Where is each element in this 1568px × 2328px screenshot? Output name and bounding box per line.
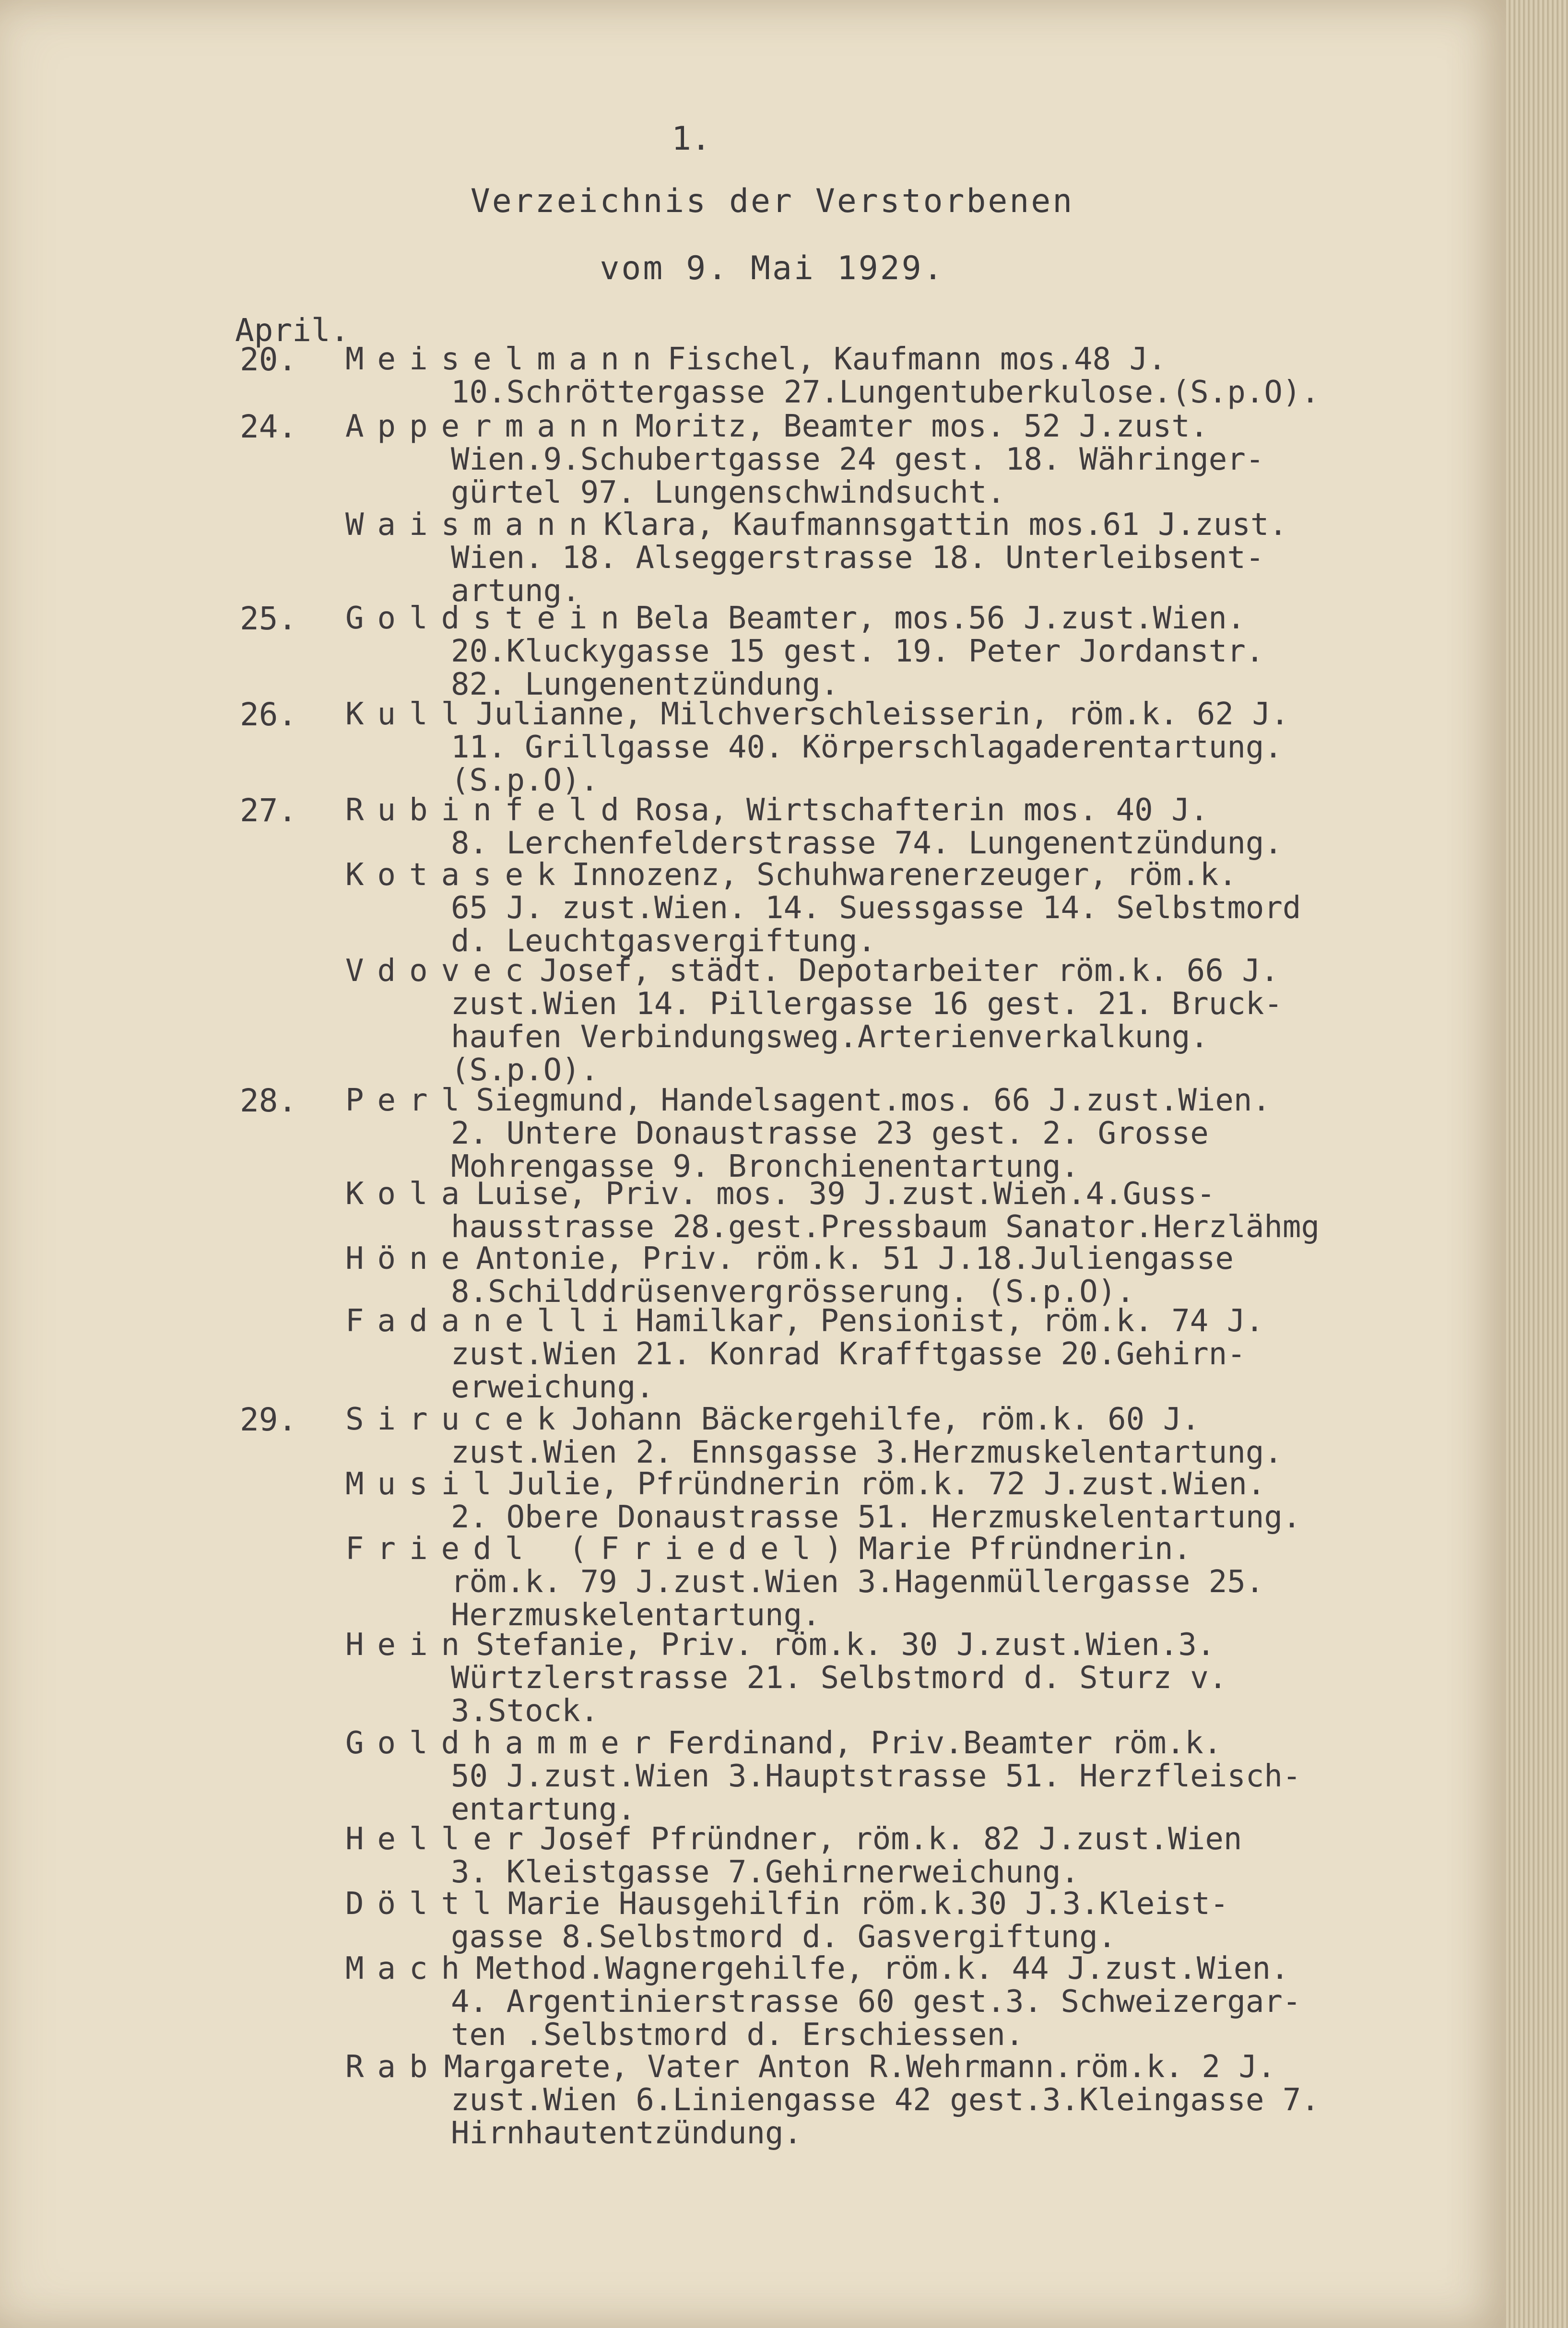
entry-name: Hein xyxy=(345,1629,473,1662)
entry-name: Friedl (Friedel) xyxy=(345,1533,856,1566)
entry-details: zust.Wien 21. Konrad Krafftgasse 20.Gehirn- erweichung. xyxy=(451,1336,1246,1405)
entry-name: Höne xyxy=(345,1242,473,1276)
entry-first-line: Marie Hausgehilfin röm.k.30 J.3.Kleist- xyxy=(507,1888,1229,1921)
entry-day: 25. xyxy=(240,600,297,637)
entry-name: Appermann xyxy=(345,410,633,443)
entry-name: Meiselmann xyxy=(345,343,665,376)
entry-day: 20. xyxy=(240,341,297,378)
entry-name: Rab xyxy=(345,2051,441,2084)
entry-name: Fadanelli xyxy=(345,1305,633,1338)
entry-name: Mach xyxy=(345,1952,473,1985)
entry-first-line: Moritz, Beamter mos. 52 J.zust. xyxy=(635,410,1209,443)
entry-day: 24. xyxy=(240,408,297,445)
entry-details: 20.Kluckygasse 15 gest. 19. Peter Jordanstr. 82. Lungenentzündung. xyxy=(451,634,1264,702)
entry-details: zust.Wien 14. Pillergasse 16 gest. 21. Bruck- haufen Verbindungsweg.Arterienverkalkung. (S.p.O). xyxy=(451,986,1283,1088)
entry-first-line: Klara, Kaufmannsgattin mos.61 J.zust. xyxy=(603,508,1287,542)
entry-details: 50 J.zust.Wien 3.Hauptstrasse 51. Herzfleisch- entartung. xyxy=(451,1759,1301,1827)
entry-name: Sirucek xyxy=(345,1403,569,1436)
entry-day: 29. xyxy=(240,1401,297,1438)
page-edges xyxy=(1506,0,1568,2328)
entry-first-line: Hamilkar, Pensionist, röm.k. 74 J. xyxy=(635,1305,1264,1338)
entry-details: 2. Untere Donaustrasse 23 gest. 2. Grosse Mohrengasse 9. Bronchienentartung. xyxy=(451,1116,1209,1184)
entry-details: 11. Grillgasse 40. Körperschlagaderentartung. (S.p.O). xyxy=(451,730,1283,798)
entry-details: röm.k. 79 J.zust.Wien 3.Hagenmüllergasse 25. Herzmuskelentartung. xyxy=(451,1564,1264,1633)
entry-first-line: Siegmund, Handelsagent.mos. 66 J.zust.Wien. xyxy=(476,1084,1271,1117)
entry-first-line: Julie, Pfründnerin röm.k. 72 J.zust.Wien. xyxy=(507,1468,1266,1501)
entry-details: Würtzlerstrasse 21. Selbstmord d. Sturz v. 3.Stock. xyxy=(451,1660,1227,1729)
entry-first-line: Stefanie, Priv. röm.k. 30 J.zust.Wien.3. xyxy=(476,1629,1215,1662)
entry-details: 8. Lerchenfelderstrasse 74. Lungenentzündung. xyxy=(451,826,1283,861)
entry-name: Vdovec xyxy=(345,955,537,988)
entry-day: 26. xyxy=(240,696,297,733)
entry-first-line: Julianne, Milchverschleisserin, röm.k. 62 J. xyxy=(476,698,1289,731)
entry-details: Wien.9.Schubertgasse 24 gest. 18. Währinger- gürtel 97. Lungenschwindsucht. xyxy=(451,442,1264,510)
entry-first-line: Method.Wagnergehilfe, röm.k. 44 J.zust.Wien. xyxy=(476,1952,1289,1985)
entry-first-line: Ferdinand, Priv.Beamter röm.k. xyxy=(667,1727,1222,1760)
entry-details: Wien. 18. Alseggerstrasse 18. Unterleibsent- artung. xyxy=(451,540,1264,609)
page-number: 1. xyxy=(672,120,711,158)
entry-details: 2. Obere Donaustrasse 51. Herzmuskelentartung. xyxy=(451,1500,1301,1535)
entry-first-line: Luise, Priv. mos. 39 J.zust.Wien.4.Guss- xyxy=(476,1178,1215,1211)
entry-first-line: Innozenz, Schuhwarenerzeuger, röm.k. xyxy=(571,859,1237,892)
document-title: Verzeichnis der Verstorbenen xyxy=(470,182,1074,220)
entry-first-line: Josef, städt. Depotarbeiter röm.k. 66 J. xyxy=(540,955,1279,988)
entry-name: Kull xyxy=(345,698,473,731)
document-subtitle: vom 9. Mai 1929. xyxy=(600,249,945,287)
entry-details: 3. Kleistgasse 7.Gehirnerweichung. xyxy=(451,1855,1080,1890)
entry-details: 65 J. zust.Wien. 14. Suessgasse 14. Selbstmord d. Leuchtgasvergiftung. xyxy=(451,890,1301,959)
entry-first-line: Fischel, Kaufmann mos.48 J. xyxy=(667,343,1167,376)
entry-name: Kola xyxy=(345,1178,473,1211)
entry-first-line: Rosa, Wirtschafterin mos. 40 J. xyxy=(635,794,1209,827)
entry-details: 10.Schröttergasse 27.Lungentuberkulose.(S.p.O). xyxy=(451,375,1320,410)
entry-name: Rubinfeld xyxy=(345,794,633,827)
entry-day: 28. xyxy=(240,1082,297,1119)
entry-first-line: Antonie, Priv. röm.k. 51 J.18.Juliengasse xyxy=(476,1242,1234,1276)
entry-details: hausstrasse 28.gest.Pressbaum Sanator.Herzlähmg xyxy=(451,1209,1320,1245)
entry-name: Waismann xyxy=(345,508,601,542)
entry-name: Musil xyxy=(345,1468,505,1501)
entry-name: Kotasek xyxy=(345,859,569,892)
entry-details: gasse 8.Selbstmord d. Gasvergiftung. xyxy=(451,1919,1117,1955)
entry-name: Goldstein xyxy=(345,602,633,635)
entry-details: zust.Wien 6.Liniengasse 42 gest.3.Kleingasse 7. Hirnhautentzündung. xyxy=(451,2082,1320,2151)
entry-day: 27. xyxy=(240,792,297,829)
entry-first-line: Johann Bäckergehilfe, röm.k. 60 J. xyxy=(571,1403,1200,1436)
entry-first-line: Margarete, Vater Anton R.Wehrmann.röm.k. 2 J. xyxy=(444,2051,1276,2084)
month-heading: April. xyxy=(235,312,350,349)
entry-first-line: Josef Pfründner, röm.k. 82 J.zust.Wien xyxy=(540,1823,1242,1856)
entry-details: 8.Schilddrüsenvergrösserung. (S.p.O). xyxy=(451,1274,1135,1310)
entry-first-line: Bela Beamter, mos.56 J.zust.Wien. xyxy=(635,602,1246,635)
entry-first-line: Marie Pfründnerin. xyxy=(859,1533,1192,1566)
entry-name: Döltl xyxy=(345,1888,505,1921)
entry-name: Heller xyxy=(345,1823,537,1856)
entry-details: 4. Argentinierstrasse 60 gest.3. Schweizergar- ten .Selbstmord d. Erschiessen. xyxy=(451,1984,1301,2053)
entry-details: zust.Wien 2. Ennsgasse 3.Herzmuskelentartung. xyxy=(451,1435,1283,1470)
entry-name: Perl xyxy=(345,1084,473,1117)
entry-name: Goldhammer xyxy=(345,1727,665,1760)
